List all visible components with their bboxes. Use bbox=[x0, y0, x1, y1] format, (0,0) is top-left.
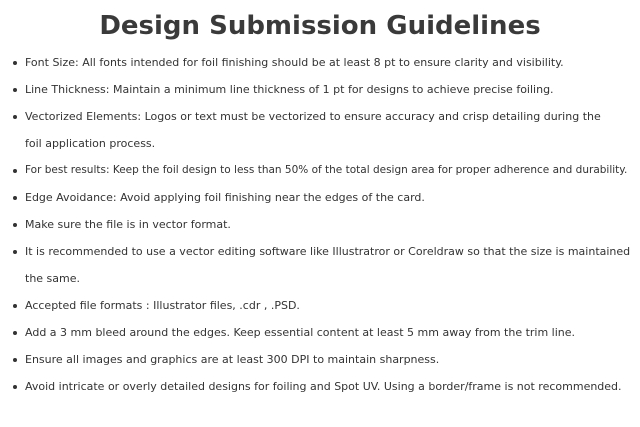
list-item bbox=[0, 184, 640, 211]
list-item-text: It is recommended to use a vector editing software like Illustratror or Coreldraw so that the size is maintained bbox=[25, 245, 631, 258]
list-item-text-continued: the same. bbox=[25, 272, 80, 285]
list-item bbox=[0, 319, 640, 346]
list-item bbox=[0, 346, 640, 373]
list-item-text: Ensure all images and graphics are at least 300 DPI to maintain sharpness. bbox=[25, 353, 440, 366]
list-item-text: Make sure the file is in vector format. bbox=[25, 218, 231, 231]
list-item-text: Line Thickness: Maintain a minimum line thickness of 1 pt for designs to achieve precise foiling. bbox=[25, 83, 554, 96]
list-item bbox=[0, 373, 640, 400]
list-item-text: Vectorized Elements: Logos or text must be vectorized to ensure accuracy and crisp detailing during the bbox=[25, 110, 601, 123]
bullet-icon bbox=[13, 88, 17, 92]
list-item bbox=[0, 238, 640, 292]
page-title: Design Submission Guidelines bbox=[99, 11, 541, 41]
list-item bbox=[0, 157, 640, 184]
bullet-icon bbox=[13, 385, 17, 389]
list-item-text: Avoid intricate or overly detailed designs for foiling and Spot UV. Using a border/frame is not recommended. bbox=[25, 380, 622, 393]
list-item bbox=[0, 292, 640, 319]
list-item bbox=[0, 103, 640, 157]
list-item-text: Add a 3 mm bleed around the edges. Keep essential content at least 5 mm away from the trim line. bbox=[25, 326, 576, 339]
list-item-text: Font Size: All fonts intended for foil finishing should be at least 8 pt to ensure clarity and visibility. bbox=[25, 56, 564, 69]
list-item-text: For best results: Keep the foil design to less than 50% of the total design area for proper adherence and durability. bbox=[25, 164, 628, 176]
bullet-icon bbox=[13, 304, 17, 308]
list-item-text: Edge Avoidance: Avoid applying foil finishing near the edges of the card. bbox=[25, 191, 425, 204]
bullet-icon bbox=[13, 223, 17, 227]
guidelines-list bbox=[0, 49, 640, 400]
bullet-icon bbox=[13, 358, 17, 362]
list-item-text: Accepted file formats : Illustrator files, .cdr , .PSD. bbox=[25, 299, 300, 312]
bullet-icon bbox=[13, 115, 17, 119]
bullet-icon bbox=[13, 196, 17, 200]
bullet-icon bbox=[13, 331, 17, 335]
list-item bbox=[0, 211, 640, 238]
list-item bbox=[0, 49, 640, 76]
bullet-icon bbox=[13, 61, 17, 65]
list-item bbox=[0, 76, 640, 103]
list-item-text-continued: foil application process. bbox=[25, 137, 156, 150]
bullet-icon bbox=[13, 250, 17, 254]
bullet-icon bbox=[13, 169, 17, 173]
